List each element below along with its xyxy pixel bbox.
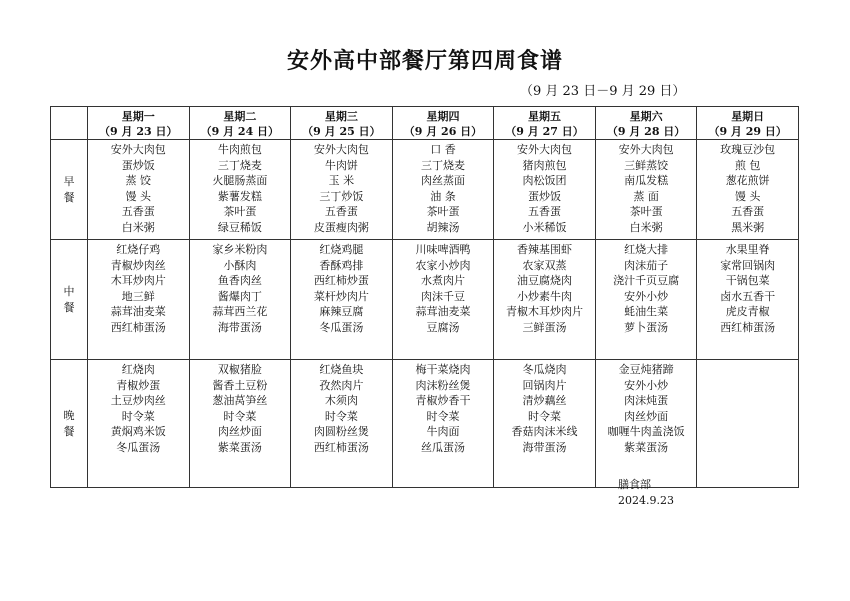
dish-item: 安外大肉包 bbox=[313, 143, 369, 156]
menu-cell bbox=[291, 140, 393, 240]
dish-item: 青椒炒蛋 bbox=[116, 378, 161, 392]
dish-item: 地三鲜 bbox=[121, 289, 155, 303]
dish-item: 香辣基围虾 bbox=[517, 243, 573, 256]
dish-item: 浇汁千页豆腐 bbox=[613, 274, 680, 287]
dish-item: 猪肉煎包 bbox=[522, 158, 567, 172]
dish-item: 安外小炒 bbox=[624, 378, 669, 392]
dish-item: 青椒木耳炒肉片 bbox=[506, 305, 584, 318]
dish-item: 水煮肉片 bbox=[420, 274, 465, 287]
footer-dept: 膳食部 bbox=[618, 478, 651, 491]
dish-item: 肉沫粉丝煲 bbox=[415, 378, 471, 392]
dish-item: 卤水五香干 bbox=[720, 289, 776, 303]
dish-item: 油 条 bbox=[430, 189, 456, 203]
dish-item: 家乡米粉肉 bbox=[212, 243, 268, 256]
dish-item: 鱼香肉丝 bbox=[217, 274, 262, 287]
menu-cell bbox=[595, 360, 697, 488]
dish-item: 孜然肉片 bbox=[319, 378, 364, 392]
meal-label: 早 餐 bbox=[51, 140, 88, 240]
day-header: 星期四 （9 月 26 日） bbox=[392, 107, 494, 140]
date-range: （9 月 23 日－9 月 29 日） bbox=[520, 84, 686, 99]
dish-item: 肉松饭团 bbox=[522, 174, 567, 187]
dish-item: 黄焖鸡米饭 bbox=[110, 425, 166, 438]
dish-item: 馒 头 bbox=[734, 189, 761, 203]
dish-item: 时令菜 bbox=[528, 409, 562, 423]
menu-cell bbox=[392, 240, 494, 360]
menu-cell bbox=[494, 140, 596, 240]
dish-item: 肉沫炖蛋 bbox=[624, 394, 669, 407]
dish-item: 香菇肉沫米线 bbox=[511, 425, 578, 438]
dish-item: 西红柿蛋汤 bbox=[110, 320, 166, 334]
menu-cell bbox=[494, 360, 596, 488]
meal-row bbox=[51, 140, 799, 240]
dish-item: 煎 包 bbox=[734, 158, 761, 172]
dish-item: 农家小炒肉 bbox=[415, 258, 471, 272]
dish-item: 三丁炒饭 bbox=[319, 189, 364, 203]
dish-item: 干锅包菜 bbox=[725, 274, 770, 287]
dish-item: 小米稀饭 bbox=[522, 220, 567, 234]
dish-item: 茶叶蛋 bbox=[426, 205, 460, 218]
dish-item: 红烧仔鸡 bbox=[116, 243, 161, 256]
dish-item: 紫菜蛋汤 bbox=[217, 440, 262, 454]
dish-item: 三鲜蒸饺 bbox=[624, 158, 669, 172]
menu-cell bbox=[88, 360, 190, 488]
dish-item: 玉 米 bbox=[328, 174, 355, 187]
day-header: 星期日 （9 月 29 日） bbox=[697, 107, 799, 140]
dish-item: 安外大肉包 bbox=[110, 143, 166, 156]
dish-item: 蒸 饺 bbox=[125, 174, 152, 187]
meal-label: 晚 餐 bbox=[51, 360, 88, 488]
dish-item: 紫薯发糕 bbox=[217, 189, 262, 203]
dish-item: 肉沫茄子 bbox=[624, 258, 669, 272]
dish-item: 麻辣豆腐 bbox=[319, 305, 364, 318]
dish-item: 白米粥 bbox=[121, 220, 155, 234]
dish-item: 黑米粥 bbox=[731, 220, 765, 234]
dish-item: 小炒素牛肉 bbox=[517, 289, 573, 303]
dish-item: 绿豆稀饭 bbox=[217, 220, 262, 234]
menu-cell bbox=[494, 240, 596, 360]
dish-item: 双椒猪脸 bbox=[217, 363, 262, 376]
dish-item: 西红柿蛋汤 bbox=[720, 320, 776, 334]
dish-item: 牛肉煎包 bbox=[217, 143, 262, 156]
dish-item: 牛肉面 bbox=[426, 425, 460, 438]
dish-item: 葱油莴笋丝 bbox=[212, 394, 268, 407]
dish-item: 油豆腐烧肉 bbox=[517, 274, 573, 287]
menu-cell bbox=[697, 360, 799, 488]
dish-item: 五香蛋 bbox=[731, 205, 765, 218]
menu-cell bbox=[291, 360, 393, 488]
dish-item: 茶叶蛋 bbox=[223, 205, 257, 218]
dish-item: 酱爆肉丁 bbox=[217, 289, 262, 303]
dish-item: 口 香 bbox=[430, 143, 456, 156]
dish-item: 蛋炒饭 bbox=[121, 158, 155, 172]
menu-cell bbox=[697, 240, 799, 360]
dish-item: 火腿肠蒸面 bbox=[212, 174, 268, 187]
dish-item: 肉丝炒面 bbox=[217, 425, 262, 438]
menu-cell bbox=[595, 140, 697, 240]
dish-item: 蒜茸油麦菜 bbox=[415, 305, 471, 318]
dish-item: 肉圆粉丝煲 bbox=[313, 425, 369, 438]
dish-item: 时令菜 bbox=[426, 409, 460, 423]
menu-cell bbox=[595, 240, 697, 360]
day-header: 星期六 （9 月 28 日） bbox=[595, 107, 697, 140]
dish-item: 香酥鸡排 bbox=[319, 258, 364, 272]
dish-item: 虎皮青椒 bbox=[725, 305, 770, 318]
dish-item: 五香蛋 bbox=[121, 205, 155, 218]
page-title: 安外高中部餐厅第四周食谱 bbox=[286, 49, 563, 74]
dish-item: 红烧鸡腿 bbox=[319, 243, 364, 256]
dish-item: 葱花煎饼 bbox=[725, 174, 770, 187]
dish-item: 安外大肉包 bbox=[618, 143, 674, 156]
footer-date: 2024.9.23 bbox=[618, 494, 674, 507]
dish-item: 丝瓜蛋汤 bbox=[420, 440, 465, 454]
dish-item: 肉丝炒面 bbox=[624, 409, 669, 423]
menu-cell bbox=[88, 240, 190, 360]
dish-item: 咖喱牛肉盖浇饭 bbox=[607, 425, 685, 438]
dish-item: 冬瓜蛋汤 bbox=[319, 320, 364, 334]
menu-cell bbox=[189, 140, 291, 240]
dish-item: 菜杆炒肉片 bbox=[313, 289, 369, 303]
dish-item: 豆腐汤 bbox=[426, 320, 460, 334]
dish-item: 清炒藕丝 bbox=[522, 394, 567, 407]
dish-item: 蒸 面 bbox=[633, 189, 659, 203]
dish-item: 茶叶蛋 bbox=[629, 205, 663, 218]
dish-item: 牛肉饼 bbox=[324, 158, 358, 172]
dish-item: 玫瑰豆沙包 bbox=[720, 143, 776, 156]
dish-item: 南瓜发糕 bbox=[624, 174, 669, 187]
dish-item: 土豆炒肉丝 bbox=[110, 394, 166, 407]
dish-item: 馒 头 bbox=[125, 189, 152, 203]
dish-item: 红烧肉 bbox=[121, 363, 155, 376]
dish-item: 木须肉 bbox=[324, 394, 358, 407]
dish-item: 农家双蒸 bbox=[522, 258, 567, 272]
dish-item: 时令菜 bbox=[324, 409, 358, 423]
dish-item: 蚝油生菜 bbox=[624, 305, 669, 318]
day-header: 星期二 （9 月 24 日） bbox=[189, 107, 291, 140]
dish-item: 皮蛋瘦肉粥 bbox=[313, 220, 369, 234]
dish-item: 五香蛋 bbox=[324, 205, 358, 218]
dish-item: 小酥肉 bbox=[223, 258, 257, 272]
menu-cell bbox=[392, 140, 494, 240]
dish-item: 青椒炒肉丝 bbox=[110, 258, 166, 272]
meal-label: 中 餐 bbox=[51, 240, 88, 360]
dish-item: 冬瓜烧肉 bbox=[522, 363, 567, 376]
header-row bbox=[51, 107, 799, 140]
dish-item: 安外大肉包 bbox=[517, 143, 573, 156]
dish-item: 西红柿蛋汤 bbox=[313, 440, 369, 454]
dish-item: 时令菜 bbox=[223, 409, 257, 423]
menu-cell bbox=[697, 140, 799, 240]
meal-row bbox=[51, 360, 799, 488]
dish-item: 回锅肉片 bbox=[522, 378, 567, 392]
menu-cell bbox=[189, 360, 291, 488]
dish-item: 水果里脊 bbox=[725, 243, 770, 256]
dish-item: 川味啤酒鸭 bbox=[415, 243, 471, 256]
dish-item: 三丁烧麦 bbox=[420, 158, 465, 172]
day-header: 星期三 （9 月 25 日） bbox=[291, 107, 393, 140]
dish-item: 蛋炒饭 bbox=[528, 189, 562, 203]
meal-row bbox=[51, 240, 799, 360]
dish-item: 梅干菜烧肉 bbox=[415, 363, 471, 376]
menu-cell bbox=[88, 140, 190, 240]
dish-item: 五香蛋 bbox=[528, 205, 562, 218]
dish-item: 三鲜蛋汤 bbox=[522, 320, 567, 334]
dish-item: 青椒炒香干 bbox=[415, 394, 471, 407]
dish-item: 冬瓜蛋汤 bbox=[116, 440, 161, 454]
dish-item: 白米粥 bbox=[629, 220, 663, 234]
menu-cell bbox=[189, 240, 291, 360]
dish-item: 蒜茸西兰花 bbox=[212, 305, 268, 318]
menu-table bbox=[50, 106, 799, 488]
day-header: 星期五 （9 月 27 日） bbox=[494, 107, 596, 140]
corner-cell bbox=[51, 107, 88, 140]
dish-item: 酱香土豆粉 bbox=[212, 378, 268, 392]
menu-cell bbox=[291, 240, 393, 360]
dish-item: 西红柿炒蛋 bbox=[313, 274, 369, 287]
dish-item: 家常回锅肉 bbox=[720, 258, 776, 272]
menu-cell bbox=[392, 360, 494, 488]
dish-item: 安外小炒 bbox=[624, 289, 669, 303]
dish-item: 海带蛋汤 bbox=[217, 320, 262, 334]
dish-item: 胡辣汤 bbox=[426, 220, 460, 234]
dish-item: 木耳炒肉片 bbox=[110, 274, 166, 287]
day-header: 星期一 （9 月 23 日） bbox=[88, 107, 190, 140]
dish-item: 肉丝蒸面 bbox=[420, 174, 465, 187]
dish-item: 海带蛋汤 bbox=[522, 440, 567, 454]
dish-item: 蒜茸油麦菜 bbox=[110, 305, 166, 318]
dish-item: 金豆炖猪蹄 bbox=[618, 363, 674, 376]
dish-item: 红烧大排 bbox=[624, 243, 669, 256]
dish-item: 三丁烧麦 bbox=[217, 158, 262, 172]
dish-item: 紫菜蛋汤 bbox=[624, 440, 669, 454]
dish-item: 肉沫千豆 bbox=[420, 289, 465, 303]
dish-item: 红烧鱼块 bbox=[319, 363, 364, 376]
dish-item: 萝卜蛋汤 bbox=[624, 320, 669, 334]
dish-item: 时令菜 bbox=[121, 409, 155, 423]
